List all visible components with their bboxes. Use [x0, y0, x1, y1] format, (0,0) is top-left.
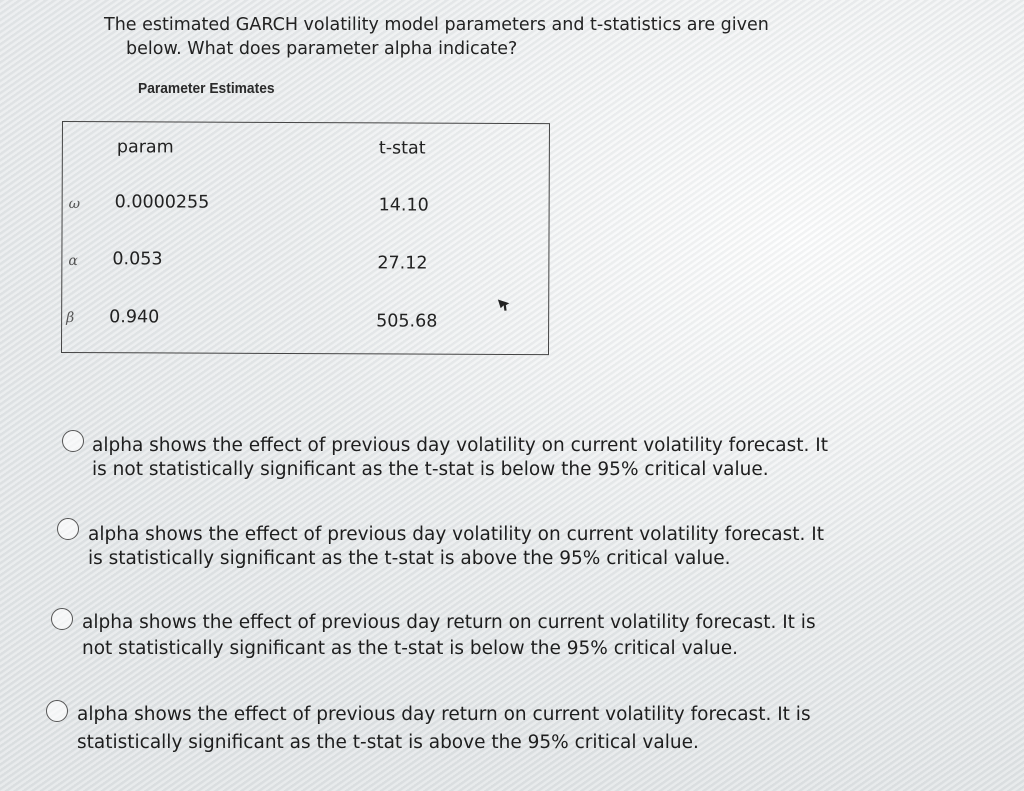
option-4-line-2: statistically significant as the t-stat is above the 95% critical value. — [77, 732, 699, 753]
table-title: Parameter Estimates — [138, 80, 275, 97]
radio-button-4[interactable] — [46, 700, 68, 722]
beta-symbol: β — [66, 310, 75, 327]
radio-button-3[interactable] — [51, 608, 73, 630]
option-2-line-2: is statistically significant as the t-stat is above the 95% critical value. — [88, 548, 731, 569]
radio-button-2[interactable] — [57, 518, 79, 540]
option-2-line-1: alpha shows the effect of previous day volatility on current volatility forecast. It — [88, 524, 824, 545]
header-tstat: t-stat — [378, 138, 426, 159]
alpha-symbol: α — [68, 253, 78, 270]
parameter-estimates-table — [61, 121, 550, 355]
question-line-1: The estimated GARCH volatility model parameters and t-statistics are given — [104, 15, 769, 35]
omega-symbol: ω — [68, 196, 81, 213]
option-3-line-1: alpha shows the effect of previous day return on current volatility forecast. It is — [82, 612, 816, 633]
option-3-line-2: not statistically significant as the t-stat is below the 95% critical value. — [82, 638, 738, 659]
question-text — [104, 13, 824, 61]
question-line-2: below. What does parameter alpha indicate? — [126, 39, 518, 59]
mouse-pointer-icon — [497, 296, 511, 312]
omega-tstat-value: 14.10 — [378, 195, 429, 216]
header-param: param — [116, 137, 174, 158]
option-1-line-1: alpha shows the effect of previous day volatility on current volatility forecast. It — [92, 435, 828, 456]
radio-button-1[interactable] — [62, 430, 84, 452]
beta-param-value: 0.940 — [109, 307, 160, 328]
alpha-param-value: 0.053 — [112, 249, 163, 270]
option-4-line-1: alpha shows the effect of previous day return on current volatility forecast. It is — [77, 704, 811, 725]
option-1-line-2: is not statistically significant as the t-stat is below the 95% critical value. — [92, 459, 769, 480]
beta-tstat-value: 505.68 — [376, 311, 438, 332]
alpha-tstat-value: 27.12 — [377, 253, 428, 274]
omega-param-value: 0.0000255 — [114, 192, 210, 213]
